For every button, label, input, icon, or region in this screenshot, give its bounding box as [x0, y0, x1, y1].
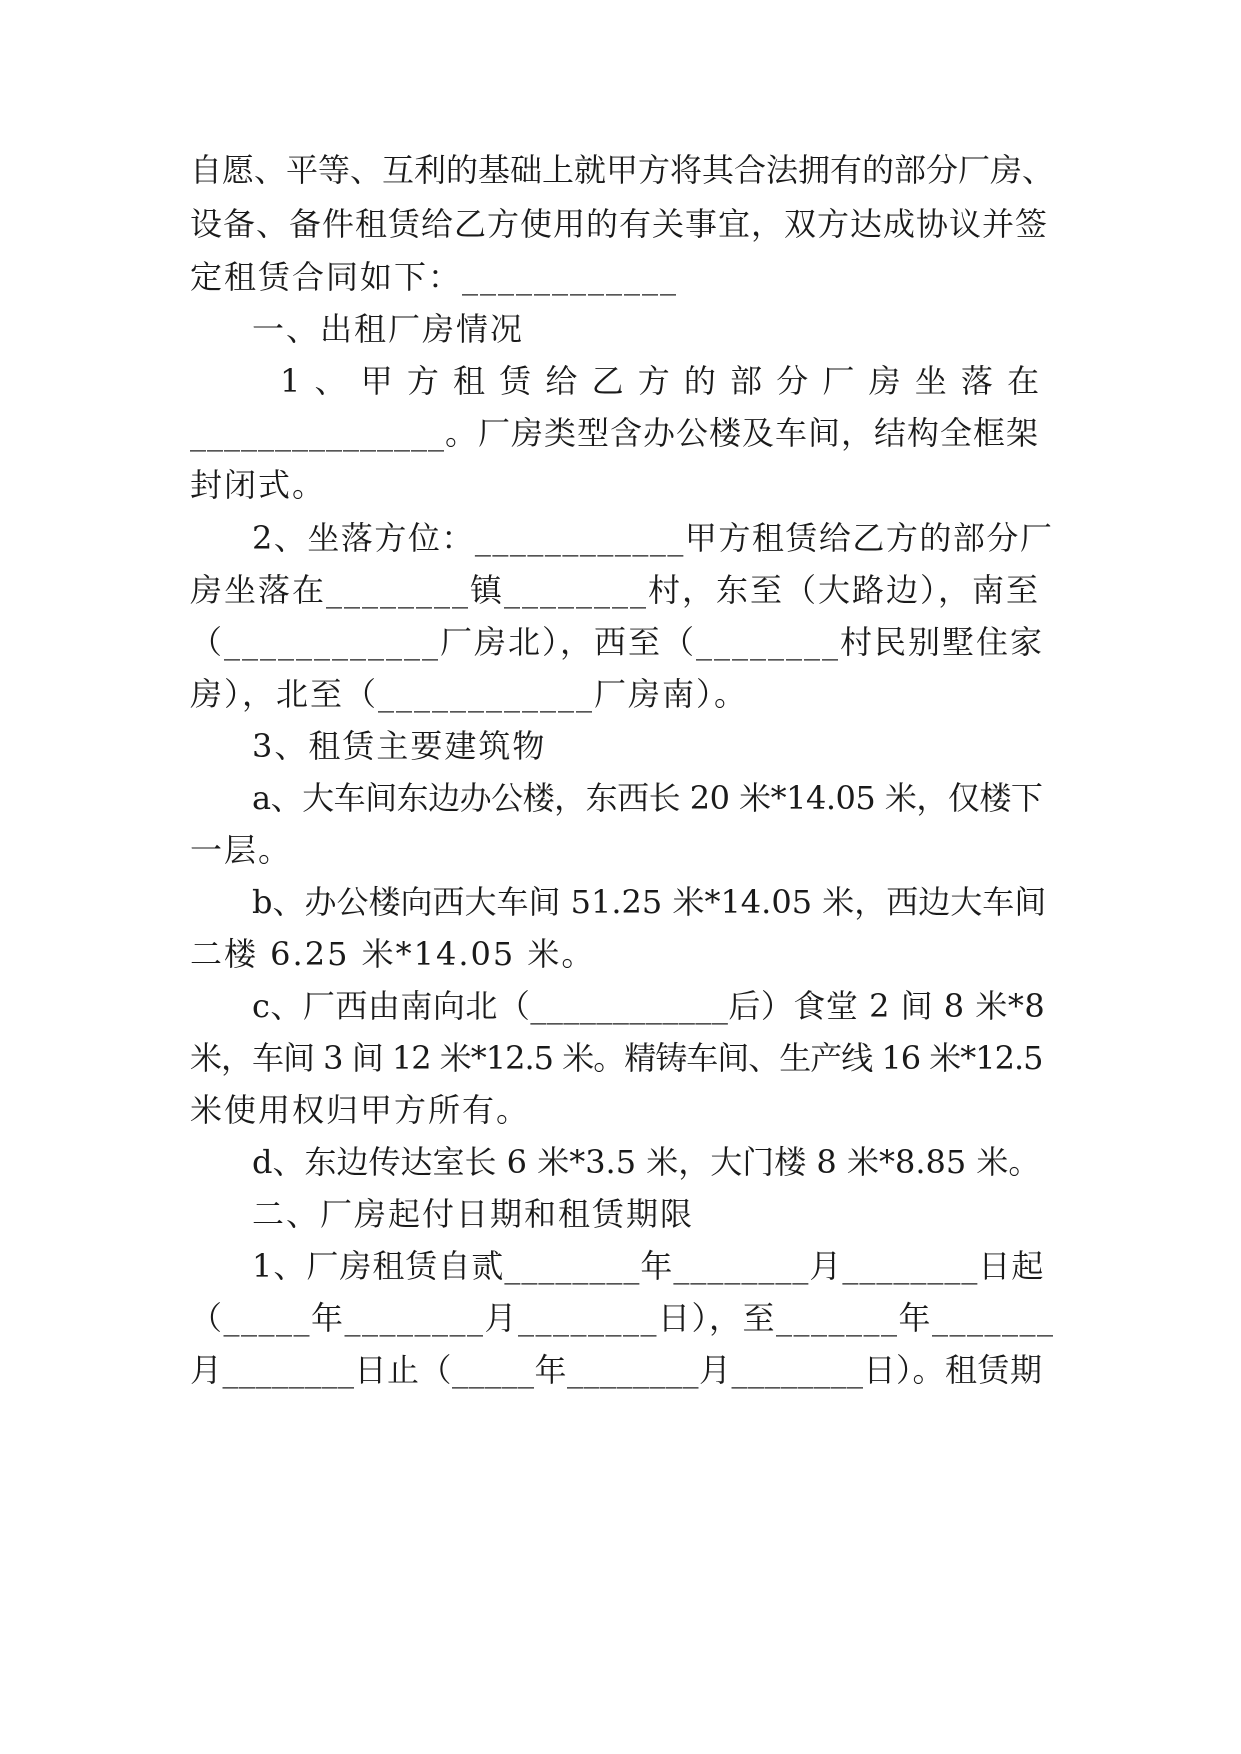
body-line: （_____年________月________日），至_______年_______ — [190, 1299, 1055, 1337]
section-heading: 二、厂房起付日期和租赁期限 — [252, 1195, 695, 1233]
body-line: 设备、备件租赁给乙方使用的有关事宜，双方达成协议并签 — [190, 205, 1049, 243]
body-line: （____________厂房北），西至（________村民别墅住家 — [190, 623, 1045, 661]
body-line: 二楼 6.25 米*14.05 米。 — [190, 935, 596, 973]
body-line: a、大车间东边办公楼，东西长 20 米*14.05 米，仅楼下 — [252, 779, 1043, 817]
section-heading: 一、出租厂房情况 — [252, 310, 525, 348]
body-line: 米使用权归甲方所有。 — [190, 1091, 531, 1129]
body-line: 月________日止（_____年________月________日）。租赁期 — [190, 1351, 1043, 1389]
body-line: 2、坐落方位：____________甲方租赁给乙方的部分厂 — [252, 519, 1054, 557]
body-line: 一层。 — [190, 831, 293, 869]
body-line: 房坐落在________镇________村，东至（大路边），南至 — [190, 571, 1041, 609]
body-line: 定租赁合同如下：____________ — [190, 258, 679, 296]
body-line: c、厂西由南向北（____________后）食堂 2 间 8 米*8 — [252, 987, 1046, 1025]
body-line: 房），北至（____________厂房南）。 — [190, 675, 749, 713]
body-line: 封闭式。 — [190, 466, 327, 504]
body-line: 1 、 甲 方 租 赁 给 乙 方 的 部 分 厂 房 坐 落 在 — [280, 362, 1042, 400]
body-line: b、办公楼向西大车间 51.25 米*14.05 米，西边大车间 — [252, 883, 1047, 921]
body-line: d、东边传达室长 6 米*3.5 米，大门楼 8 米*8.85 米。 — [252, 1143, 1041, 1181]
subsection-heading: 3、租赁主要建筑物 — [252, 727, 547, 765]
body-line: _______________。厂房类型含办公楼及车间，结构全框架 — [190, 414, 1040, 452]
body-line: 米，车间 3 间 12 米*12.5 米。精铸车间、生产线 16 米*12.5 — [190, 1039, 1043, 1077]
body-line: 自愿、平等、互利的基础上就甲方将其合法拥有的部分厂房、 — [190, 151, 1055, 189]
body-line: 1、厂房租赁自贰________年________月________日起 — [252, 1247, 1045, 1285]
